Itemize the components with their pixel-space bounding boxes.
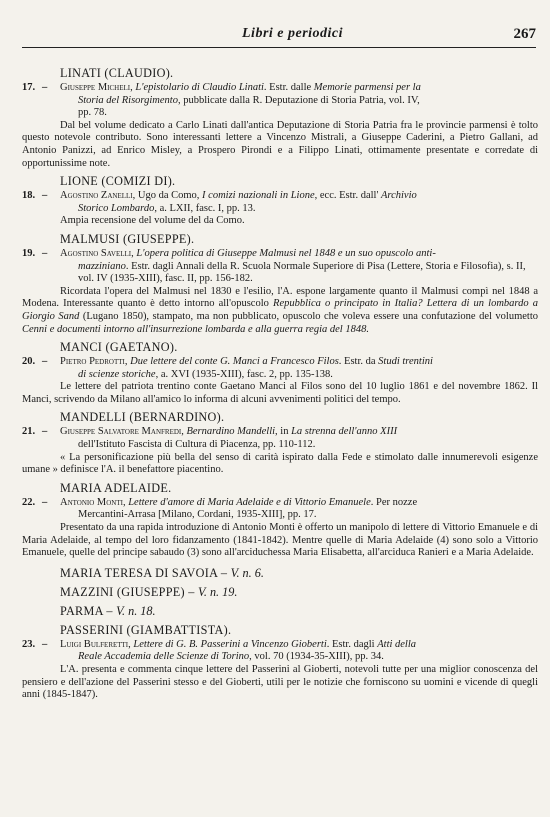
bib-entry: LIONE (COMIZI DI). 18. – Agostino Zanelli, Ugo da Como, I comizi nazionali in Lione, ecc. Estr. dall' Archivio Storico Lombardo, a. LXII, fasc. I, pp. 13. Ampia recensione del volume del da Como. [22,174,538,228]
entry-title: Due lettere del conte G. Manci a Francesco Filos [130,356,339,368]
entry-number: 22. [22,496,36,508]
entry-heading: MANCI (GAETANO). [60,340,178,355]
bib-entry: MANCI (GAETANO). 20. – Pietro Pedrotti, Due lettere del conte G. Manci a Francesco Filos. Estr. da Studi trentini di scienze storiche, a. XVI (1935-XIII), fasc. 2, pp. 135-138. Le lettere del patriota trentino conte Gaetano Manci al Filos sono del 10 luglio 1861 e del novembre 1862. Il Manci, scrivendo da Milano all'amico lo informa di alcuni avvenimenti politici del tempo. [22,340,538,405]
bib-entry: MANDELLI (BERNARDINO). 21. – Giuseppe Salvatore Manfredi, Bernardino Mandelli, in La strenna dell'anno XIII dell'Istituto Fascista di Cultura di Piacenza, pp. 110-112. « La personificazione più bella del senso di carità ispirato dalla Fede e stimolato dalle innumerevoli esigenze umane » definisce l'A. il benefattore piacentino. [22,410,538,476]
entry-heading: MARIA ADELAIDE. [60,480,172,495]
entry-author: Giuseppe Micheli [60,82,131,93]
entry-author: Pietro Pedrotti [60,356,125,368]
entry-author: Luigi Bulferetti [60,638,129,650]
entry-number: 19. [22,247,36,259]
running-title: Libri e periodici [242,26,344,41]
entry-heading: LINATI (CLAUDIO). [60,66,174,80]
bib-entry: MALMUSI (GIUSEPPE). 19. – Agostino Savelli, L'opera politica di Giuseppe Malmusi nel 1848 e un suo opuscolo anti- mazziniano. Estr. dagli Annali della R. Scuola Normale Superiore di Pisa (Lettere, Storia e Filosofia), s. II, vol. IV (1935-XIII), fasc. II, pp. 156-182. Ricordata l'opera del Malmusi nel 1830 e l'esilio, l'A. espone largamente quanto il Malmusi compì nel 1848 a Modena. Interessante quanto è detto intorno all'opuscolo Repubblica o principato in Italia? Lettera di un lombardo a Giorgio Sand (Lugano 1850), stampato, ma non pubblicato, opuscolo che voleva essere una confutazione del volumetto Cenni e documenti intorno all'insurrezione lombarda e alla guerra regia del 1848. [22,231,538,335]
entry-title: Bernardino Mandelli [186,426,276,438]
entry-heading: MANDELLI (BERNARDINO). [60,410,225,425]
entry-title: L'epistolario di Claudio Linati [135,82,264,93]
entry-heading: LIONE (COMIZI DI). [60,174,176,189]
entry-source: La strenna dell'anno XIII [291,426,398,438]
bib-entry: PASSERINI (GIAMBATTISTA). 23. – Luigi Bulferetti, Lettere di G. B. Passerini a Vincenzo Gioberti. Estr. dagli Atti della Reale Accademia delle Scienze di Torino, vol. 70 (1934-35-XIII), pp. 34. L'A. presenta e commenta cinque lettere del Passerini al Gioberti, notevoli tutte per una miglior conoscenza del pensiero e dell'azione del Passerini stesso e del Gioberti, utili per le notizie che forniscono su uomini e vicende di quegli anni (1845-1847). [22,622,538,701]
entry-author: Antonio Monti [60,496,123,508]
cross-reference: MARIA TERESA DI SAVOIA – V. n. 6. [60,565,264,580]
entry-author: Giuseppe Salvatore Manfredi [60,426,182,438]
entry-description: Le lettere del patriota trentino conte Gaetano Manci al Filos sono del 10 luglio 1861 e del novembre 1862. Il Manci, scrivendo da Milano all'amico lo informa di alcuni avvenimenti politici del tempo. [22,381,538,405]
cross-reference: PARMA – V. n. 18. [60,603,156,618]
entry-description: « La personificazione più bella del senso di carità ispirato dalla Fede e stimolato dalle innumerevoli esigenze umane » definisce l'A. il benefattore piacentino. [22,451,538,476]
entry-heading: PASSERINI (GIAMBATTISTA). [60,622,232,637]
header-rule [22,47,536,48]
running-head [22,26,536,46]
entry-author: Agostino Savelli [60,247,132,259]
entry-title: Lettere d'amore di Maria Adelaide e di Vittorio Emanuele [128,496,371,508]
page-number: 267 [513,26,536,42]
entry-title: I comizi nazionali in Lione [202,190,315,202]
entry-number: 21. [22,426,36,438]
entry-title: Lettere di G. B. Passerini a Vincenzo Gioberti [133,638,327,650]
bibliography-content [22,62,538,702]
entry-description: Ricordata l'opera del Malmusi nel 1830 e l'esilio, l'A. espone largamente quanto il Malmusi compì nel 1848 a Modena. Interessante quanto è detto intorno all'opuscolo Repubblica o principato in Italia? Lettera di un lombardo a Giorgio Sand (Lugano 1850), stampato, ma non pubblicato, opuscolo che voleva essere una confutazione del volumetto Cenni e documenti intorno all'insurrezione lombarda e alla guerra regia del 1848. [22,285,538,335]
entry-number: 23. [22,638,36,650]
entry-heading: MALMUSI (GIUSEPPE). [60,231,195,246]
entry-source: Studi trentini [378,356,433,368]
entry-source: Archivio [380,190,417,202]
entry-source: Atti della [377,638,417,650]
entry-description: Presentato da una rapida introduzione di Antonio Monti è offerto un manipolo di lettere di Vittorio Emanuele e di Maria Adelaide, al tempo del loro fidanzamento (1841-1842). Mentre quelle di Maria Adelaide (4) sono solo a Vittorio Emanuele, quelle del principe sabaudo (3) sono all'arciduchessa Maria Elisabetta, all'arciduca Ranieri e a Maria Adelaide. [22,522,538,559]
entry-number: 18. [22,190,36,202]
bib-entry: LINATI (CLAUDIO). 17. – Giuseppe Micheli, L'epistolario di Claudio Linati. Estr. dalle Memorie parmensi per la Storia del Risorgimento, pubblicate dalla R. Deputazione di Storia Patria, vol. IV, pp. 78. Dal bel volume dedicato a Carlo Linati dall'antica Deputazione di Storia Patria fra le provincie parmensi è tolto questo notevole contributo. Sono interessanti lettere a Vincenzo Mistrali, a Giuseppe Caderini, a Pietro Gallani, ad Antonio Panizzi, ad Enrico Misley, a Prospero Pirondi e a Filippo Linati, ottimamente presentate e corredate di opportunissime note. [22,66,538,169]
bib-entry: MARIA ADELAIDE. 22. – Antonio Monti, Lettere d'amore di Maria Adelaide e di Vittorio Emanuele. Per nozze Mercantini-Arrasa [Milano, Cordani, 1935-XIII], pp. 17. Presentato da una rapida introduzione di Antonio Monti è offerto un manipolo di lettere di Vittorio Emanuele e di Maria Adelaide, al tempo del loro fidanzamento (1841-1842). Mentre quelle di Maria Adelaide (4) sono solo a Vittorio Emanuele, quelle del principe sabaudo (3) sono all'arciduchessa Maria Elisabetta, all'arciduca Ranieri e a Maria Adelaide. [22,480,538,559]
cross-reference: MAZZINI (GIUSEPPE) – V. n. 19. [60,584,238,599]
entry-description: L'A. presenta e commenta cinque lettere del Passerini al Gioberti, notevoli tutte per una miglior conoscenza del pensiero e dell'azione del Passerini stesso e del Gioberti, utili per le notizie che forniscono su uomini e vicende di quegli anni (1845-1847). [22,664,538,701]
entry-description: Dal bel volume dedicato a Carlo Linati dall'antica Deputazione di Storia Patria fra le provincie parmensi è tolto questo notevole contributo. Sono interessanti lettere a Vincenzo Mistrali, a Giuseppe Caderini, a Pietro Gallani, ad Antonio Panizzi, ad Enrico Misley, a Prospero Pirondi e a Filippo Linati, ottimamente presentate e corredate di opportunissime note. [22,119,538,169]
entry-number: 17. [22,82,36,93]
entry-description: Ampia recensione del volume del da Como. [60,215,245,227]
entry-title: L'opera politica di Giuseppe Malmusi nel 1848 e un suo opuscolo anti- [136,247,436,259]
entry-number: 20. [22,356,36,368]
entry-source: Memorie parmensi per la [313,82,421,93]
entry-author: Agostino Zanelli [60,190,133,202]
